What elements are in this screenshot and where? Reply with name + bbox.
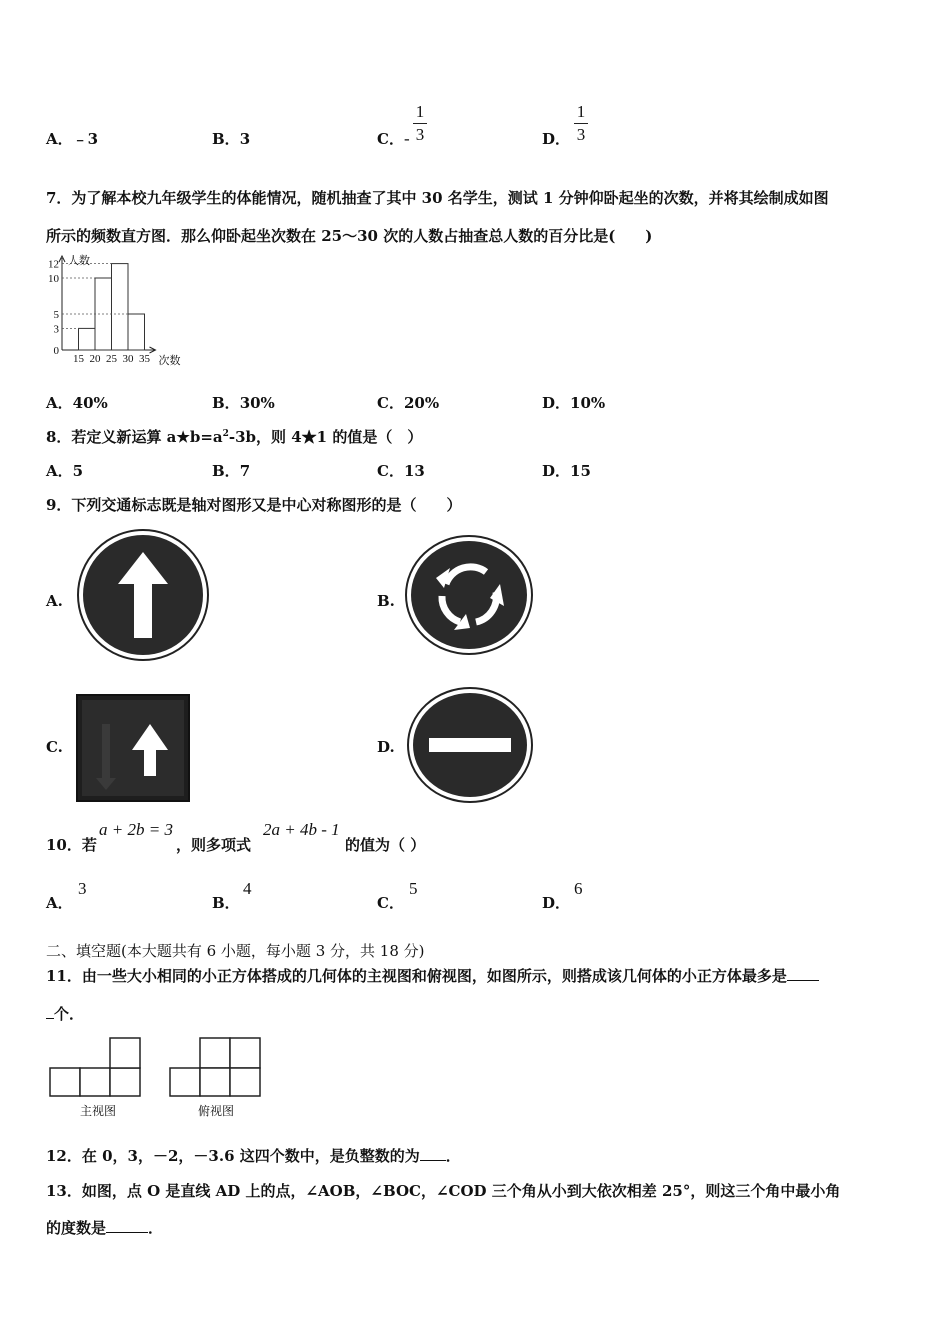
q8-stem: 8．若定义新运算 $a★b=a^2-3b$，则 4★1 的值是（ ） xyxy=(46,428,423,446)
q11-answer-blank xyxy=(787,966,819,981)
q10-option-a-label: A． xyxy=(46,894,73,912)
q6-option-d-fraction: 1 3 xyxy=(574,102,588,145)
straight-ahead-sign-icon xyxy=(76,528,210,662)
q6-option-a: A．﹣3 xyxy=(46,130,99,148)
q6-option-b: B．3 xyxy=(212,130,251,148)
q12-stem: 12．在 0，3，－2，－3.6 这四个数中，是负整数的为 ． xyxy=(46,1147,461,1165)
histogram-bars xyxy=(62,264,145,350)
q8-option-b: B．7 xyxy=(212,462,251,480)
q10-option-b-value: 4 xyxy=(243,879,252,898)
q7-stem-line2: 所示的频数直方图．那么仰卧起坐次数在 25～30 次的人数占抽查总人数的百分比是( ) xyxy=(46,227,653,245)
x-tick-label: 25 xyxy=(106,353,117,365)
y-tick-label: 5 xyxy=(53,309,59,321)
x-axis-label: 次数 xyxy=(158,354,181,367)
x-tick-label: 30 xyxy=(122,353,134,365)
histogram-bar xyxy=(128,314,145,350)
no-entry-sign-icon xyxy=(406,686,534,804)
x-tick-label: 35 xyxy=(139,353,150,365)
q10-expression-1: a + 2b = 3 xyxy=(99,820,173,839)
section-heading: 二、填空题(本大题共有 6 小题，每小题 3 分，共 18 分) xyxy=(46,942,425,960)
q7-option-b: B．30% xyxy=(212,394,275,412)
x-tick-label: 15 xyxy=(73,353,84,365)
q9-option-a-label: A. xyxy=(46,592,63,610)
q10-prefix: 10．若 xyxy=(46,836,97,854)
q8-option-d: D．15 xyxy=(542,462,591,480)
y-tick-label: 0 xyxy=(53,345,59,357)
top-view-diagram xyxy=(166,1036,266,1120)
roundabout-sign-icon xyxy=(404,534,534,656)
front-view-diagram xyxy=(48,1036,144,1120)
q10-option-b-label: B． xyxy=(212,894,240,912)
q6-option-d: D． xyxy=(542,130,571,148)
q10-option-a-value: 3 xyxy=(78,879,87,898)
q10-expression-2: 2a + 4b - 1 xyxy=(263,820,340,839)
histogram-bar xyxy=(79,328,96,350)
q7-option-d: D．10% xyxy=(542,394,606,412)
front-view-label: 主视图 xyxy=(79,1104,117,1118)
q13-stem-line2: 的度数是 ． xyxy=(46,1219,164,1237)
top-view-label: 俯视图 xyxy=(197,1104,235,1118)
q7-option-a: A．40% xyxy=(46,394,108,412)
y-tick-label: 12 xyxy=(48,258,59,271)
q13-stem-line1: 13．如图，点 O 是直线 AD 上的点，∠AOB，∠BOC，∠COD 三个角从小到大依次相差 25°，则这三个角中最小角 xyxy=(46,1182,841,1200)
q10-option-c-value: 5 xyxy=(409,879,418,898)
q10-option-d-value: 6 xyxy=(574,879,583,898)
q11-stem-line1: 11．由一些大小相同的小正方体搭成的几何体的主视图和俯视图，如图所示，则搭成该几何体的小正方体最多是 xyxy=(46,965,819,986)
q11-stem-line2: 个． xyxy=(46,1003,84,1024)
q10-suffix: 的值为（ ） xyxy=(345,836,426,854)
y-tick-label: 3 xyxy=(53,323,59,336)
q10-option-d-label: D． xyxy=(542,894,571,912)
q9-stem: 9．下列交通标志既是轴对图形又是中心对称图形的是（ ） xyxy=(46,496,462,514)
histogram-chart xyxy=(40,252,200,370)
q10-option-c-label: C． xyxy=(377,894,404,912)
q9-option-c-label: C. xyxy=(46,738,63,756)
q9-option-d-label: D. xyxy=(377,738,395,756)
one-way-sign-icon xyxy=(76,694,190,802)
y-tick-label: 10 xyxy=(48,273,59,285)
q8-option-c: C．13 xyxy=(377,462,425,480)
q7-stem-line1: 7．为了解本校九年级学生的体能情况，随机抽查了其中 30 名学生，测试 1 分钟仰卧起坐的次数，并将其绘制成如图 xyxy=(46,189,829,207)
histogram-bar xyxy=(112,264,129,350)
q6-option-c: C．- xyxy=(377,129,410,148)
q9-option-b-label: B. xyxy=(377,592,395,610)
q6-option-c-fraction: 1 3 xyxy=(413,102,427,145)
q13-answer-blank xyxy=(106,1218,148,1233)
q7-option-c: C．20% xyxy=(377,394,440,412)
y-axis-label: 人数 xyxy=(68,254,90,267)
q10-mid: ，则多项式 xyxy=(176,836,252,854)
x-tick-label: 20 xyxy=(89,353,101,365)
q8-option-a: A．5 xyxy=(46,462,84,480)
q12-answer-blank xyxy=(420,1146,446,1161)
